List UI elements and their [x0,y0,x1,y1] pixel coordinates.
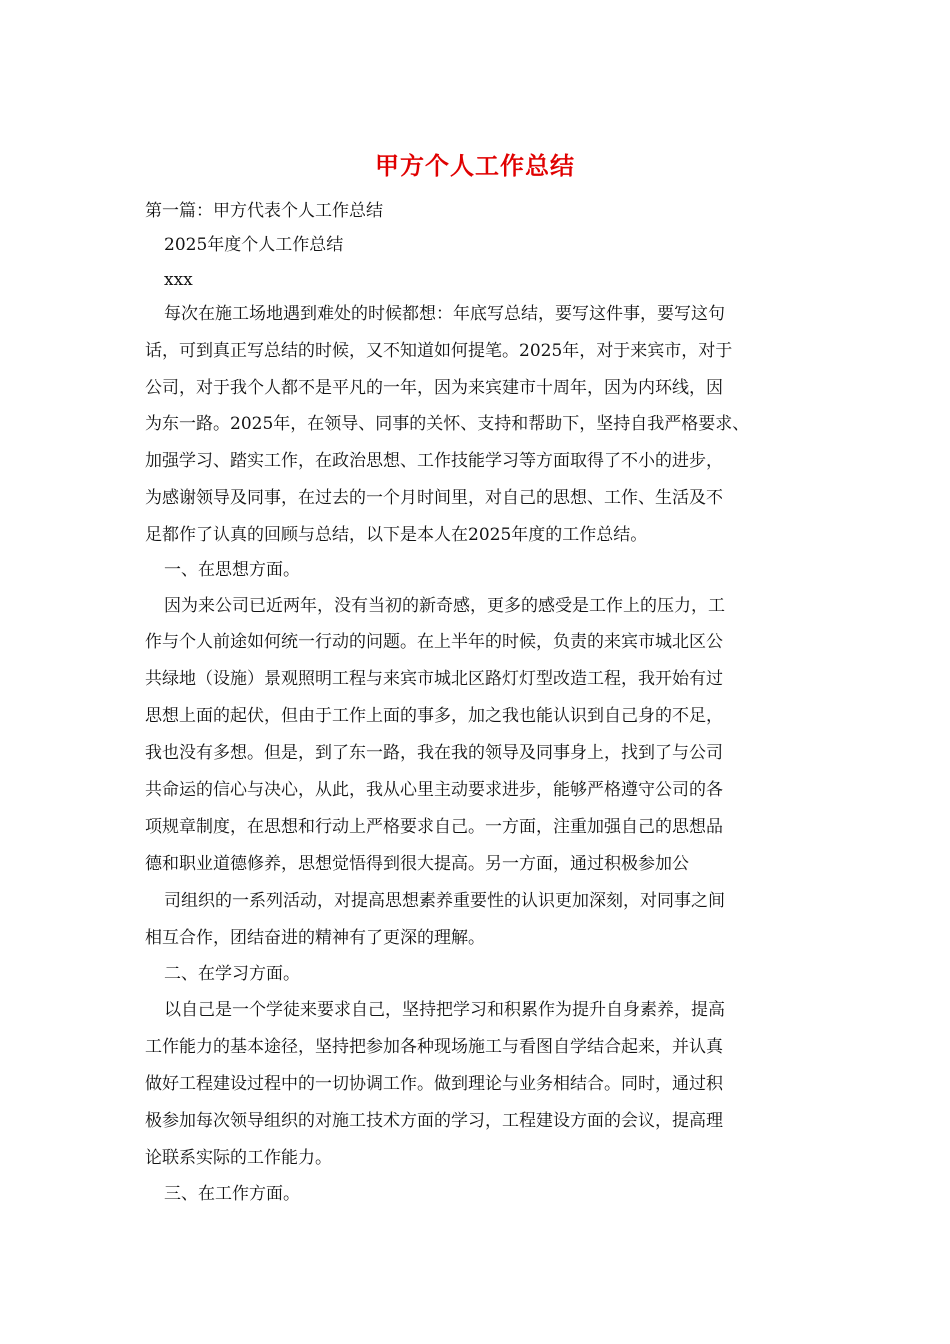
text-line: 因为来公司已近两年，没有当初的新奇感，更多的感受是工作上的压力，工 [164,596,725,616]
text-line: 德和职业道德修养，思想觉悟得到很大提高。另一方面，通过积极参加公 [145,854,689,874]
text-line: 司组织的一系列活动，对提高思想素养重要性的认识更加深刻，对同事之间 [164,891,725,911]
text-line: 思想上面的起伏，但由于工作上面的事多，加之我也能认识到自己身的不足， [145,706,723,726]
subtitle-line: 第一篇：甲方代表个人工作总结 [145,201,383,221]
text-line: xxx [164,270,193,290]
text-line: 足都作了认真的回顾与总结，以下是本人在2025年度的工作总结。 [145,525,648,545]
section-heading: 一、在思想方面。 [164,560,300,580]
text-line: 项规章制度，在思想和行动上严格要求自己。一方面，注重加强自己的思想品 [145,817,723,837]
text-line: 话，可到真正写总结的时候，又不知道如何提笔。2025年，对于来宾市，对于 [145,341,733,361]
text-line: 为感谢领导及同事，在过去的一个月时间里，对自己的思想、工作、生活及不 [145,488,723,508]
document-title: 甲方个人工作总结 [375,151,575,180]
text-line: 工作能力的基本途径，坚持把参加各种现场施工与看图自学结合起来，并认真 [145,1037,723,1057]
text-line: 我也没有多想。但是，到了东一路，我在我的领导及同事身上，找到了与公司 [145,743,723,763]
text-line: 每次在施工场地遇到难处的时候都想：年底写总结，要写这件事，要写这句 [164,304,725,324]
section-heading: 二、在学习方面。 [164,964,300,984]
section-heading: 三、在工作方面。 [164,1184,300,1204]
text-line: 公司，对于我个人都不是平凡的一年，因为来宾建市十周年，因为内环线，因 [145,378,723,398]
text-line: 共绿地（设施）景观照明工程与来宾市城北区路灯灯型改造工程，我开始有过 [145,669,723,689]
text-line: 极参加每次领导组织的对施工技术方面的学习，工程建设方面的会议，提高理 [145,1111,723,1131]
text-line: 论联系实际的工作能力。 [145,1148,332,1168]
text-line: 作与个人前途如何统一行动的问题。在上半年的时候，负责的来宾市城北区公 [145,632,723,652]
text-line: 以自己是一个学徒来要求自己，坚持把学习和积累作为提升自身素养，提高 [164,1000,725,1020]
text-line: 加强学习、踏实工作，在政治思想、工作技能学习等方面取得了不小的进步， [145,451,723,471]
text-line: 为东一路。2025年，在领导、同事的关怀、支持和帮助下，坚持自我严格要求、 [145,414,750,434]
text-line: 做好工程建设过程中的一切协调工作。做到理论与业务相结合。同时，通过积 [145,1074,723,1094]
text-line: 2025年度个人工作总结 [164,235,344,255]
text-line: 共命运的信心与决心，从此，我从心里主动要求进步，能够严格遵守公司的各 [145,780,723,800]
text-line: 相互合作，团结奋进的精神有了更深的理解。 [145,928,485,948]
